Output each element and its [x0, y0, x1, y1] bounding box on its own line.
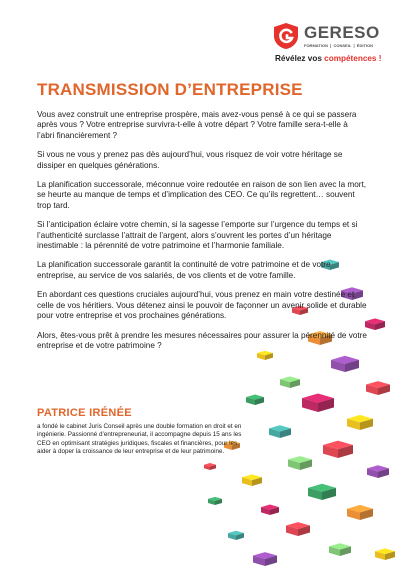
page-title: TRANSMISSION D’ENTREPRISE — [37, 80, 303, 99]
tagline-prefix: Révélez vos — [275, 54, 325, 63]
paragraph-5: La planification successorale garantit la continuité de votre patrimoine et de votre entreprise, au service de vos salariés, de vos clients et de votre famille. — [37, 260, 331, 280]
paragraph-3: La planification successorale, méconnue voire redoutée en raison de son lien avec la mort, se heurte au manque de temps et d’implication des CEO. Ce qu’ils regrettent… souvent trop tard. — [37, 180, 367, 210]
author-bio: a fondé le cabinet Juris Conseil après une double formation en droit et en ingénierie. Passionné d’entrepreneuriat, il accompagne depuis 15 ans les CEO en optimisant stratégies juridiques, fiscales et financières, pour les aider à doper la croissance de leur entreprise et de leur patrimoine. — [37, 423, 242, 455]
shield-logo-icon — [273, 22, 299, 50]
paragraph-4: Si l’anticipation éclaire votre chemin, si la sagesse l’emporte sur l’urgence du temps et si l’authenticité surclasse l’attrait de l’argent, alors s’ouvrent les portes d’un héritage inestimable : la pérennité de votre patrimoine et l’harmonie familiale. — [37, 220, 358, 251]
paragraph-1: Vous avez construit une entreprise prospère, mais avez-vous pensé à ce qui se passera après vous ? Votre entreprise survivra-t-elle à votre départ ? Votre famille sera-t-elle à l’abri financièrement ? — [37, 110, 357, 140]
tagline-accent: compétences ! — [324, 54, 382, 63]
paragraph-7: Alors, êtes-vous prêt à prendre les mesures nécessaires pour assurer la pérennité de votre entreprise et de votre patrimoine ? — [37, 330, 367, 350]
paragraph-6: En abordant ces questions cruciales aujourd’hui, vous prenez en main votre destinée et celle de vos héritiers. Vous détenez ainsi le pouvoir de façonner un avenir solide et durable pour votre entreprise et vos prochaines générations. — [37, 290, 367, 321]
brand-subtitle: FORMATION ❘ CONSEIL ❘ ÉDITION — [304, 43, 373, 48]
brand-tagline — [275, 54, 382, 64]
brand-name: GERESO — [304, 23, 380, 42]
paragraph-2: Si vous ne vous y prenez pas dès aujourd’hui, vous risquez de voir votre héritage se dissiper en quelques générations. — [37, 150, 343, 170]
article-body — [37, 110, 367, 360]
gereso-logo — [270, 22, 388, 72]
author-name: PATRICE IRÉNÉE — [37, 407, 132, 419]
